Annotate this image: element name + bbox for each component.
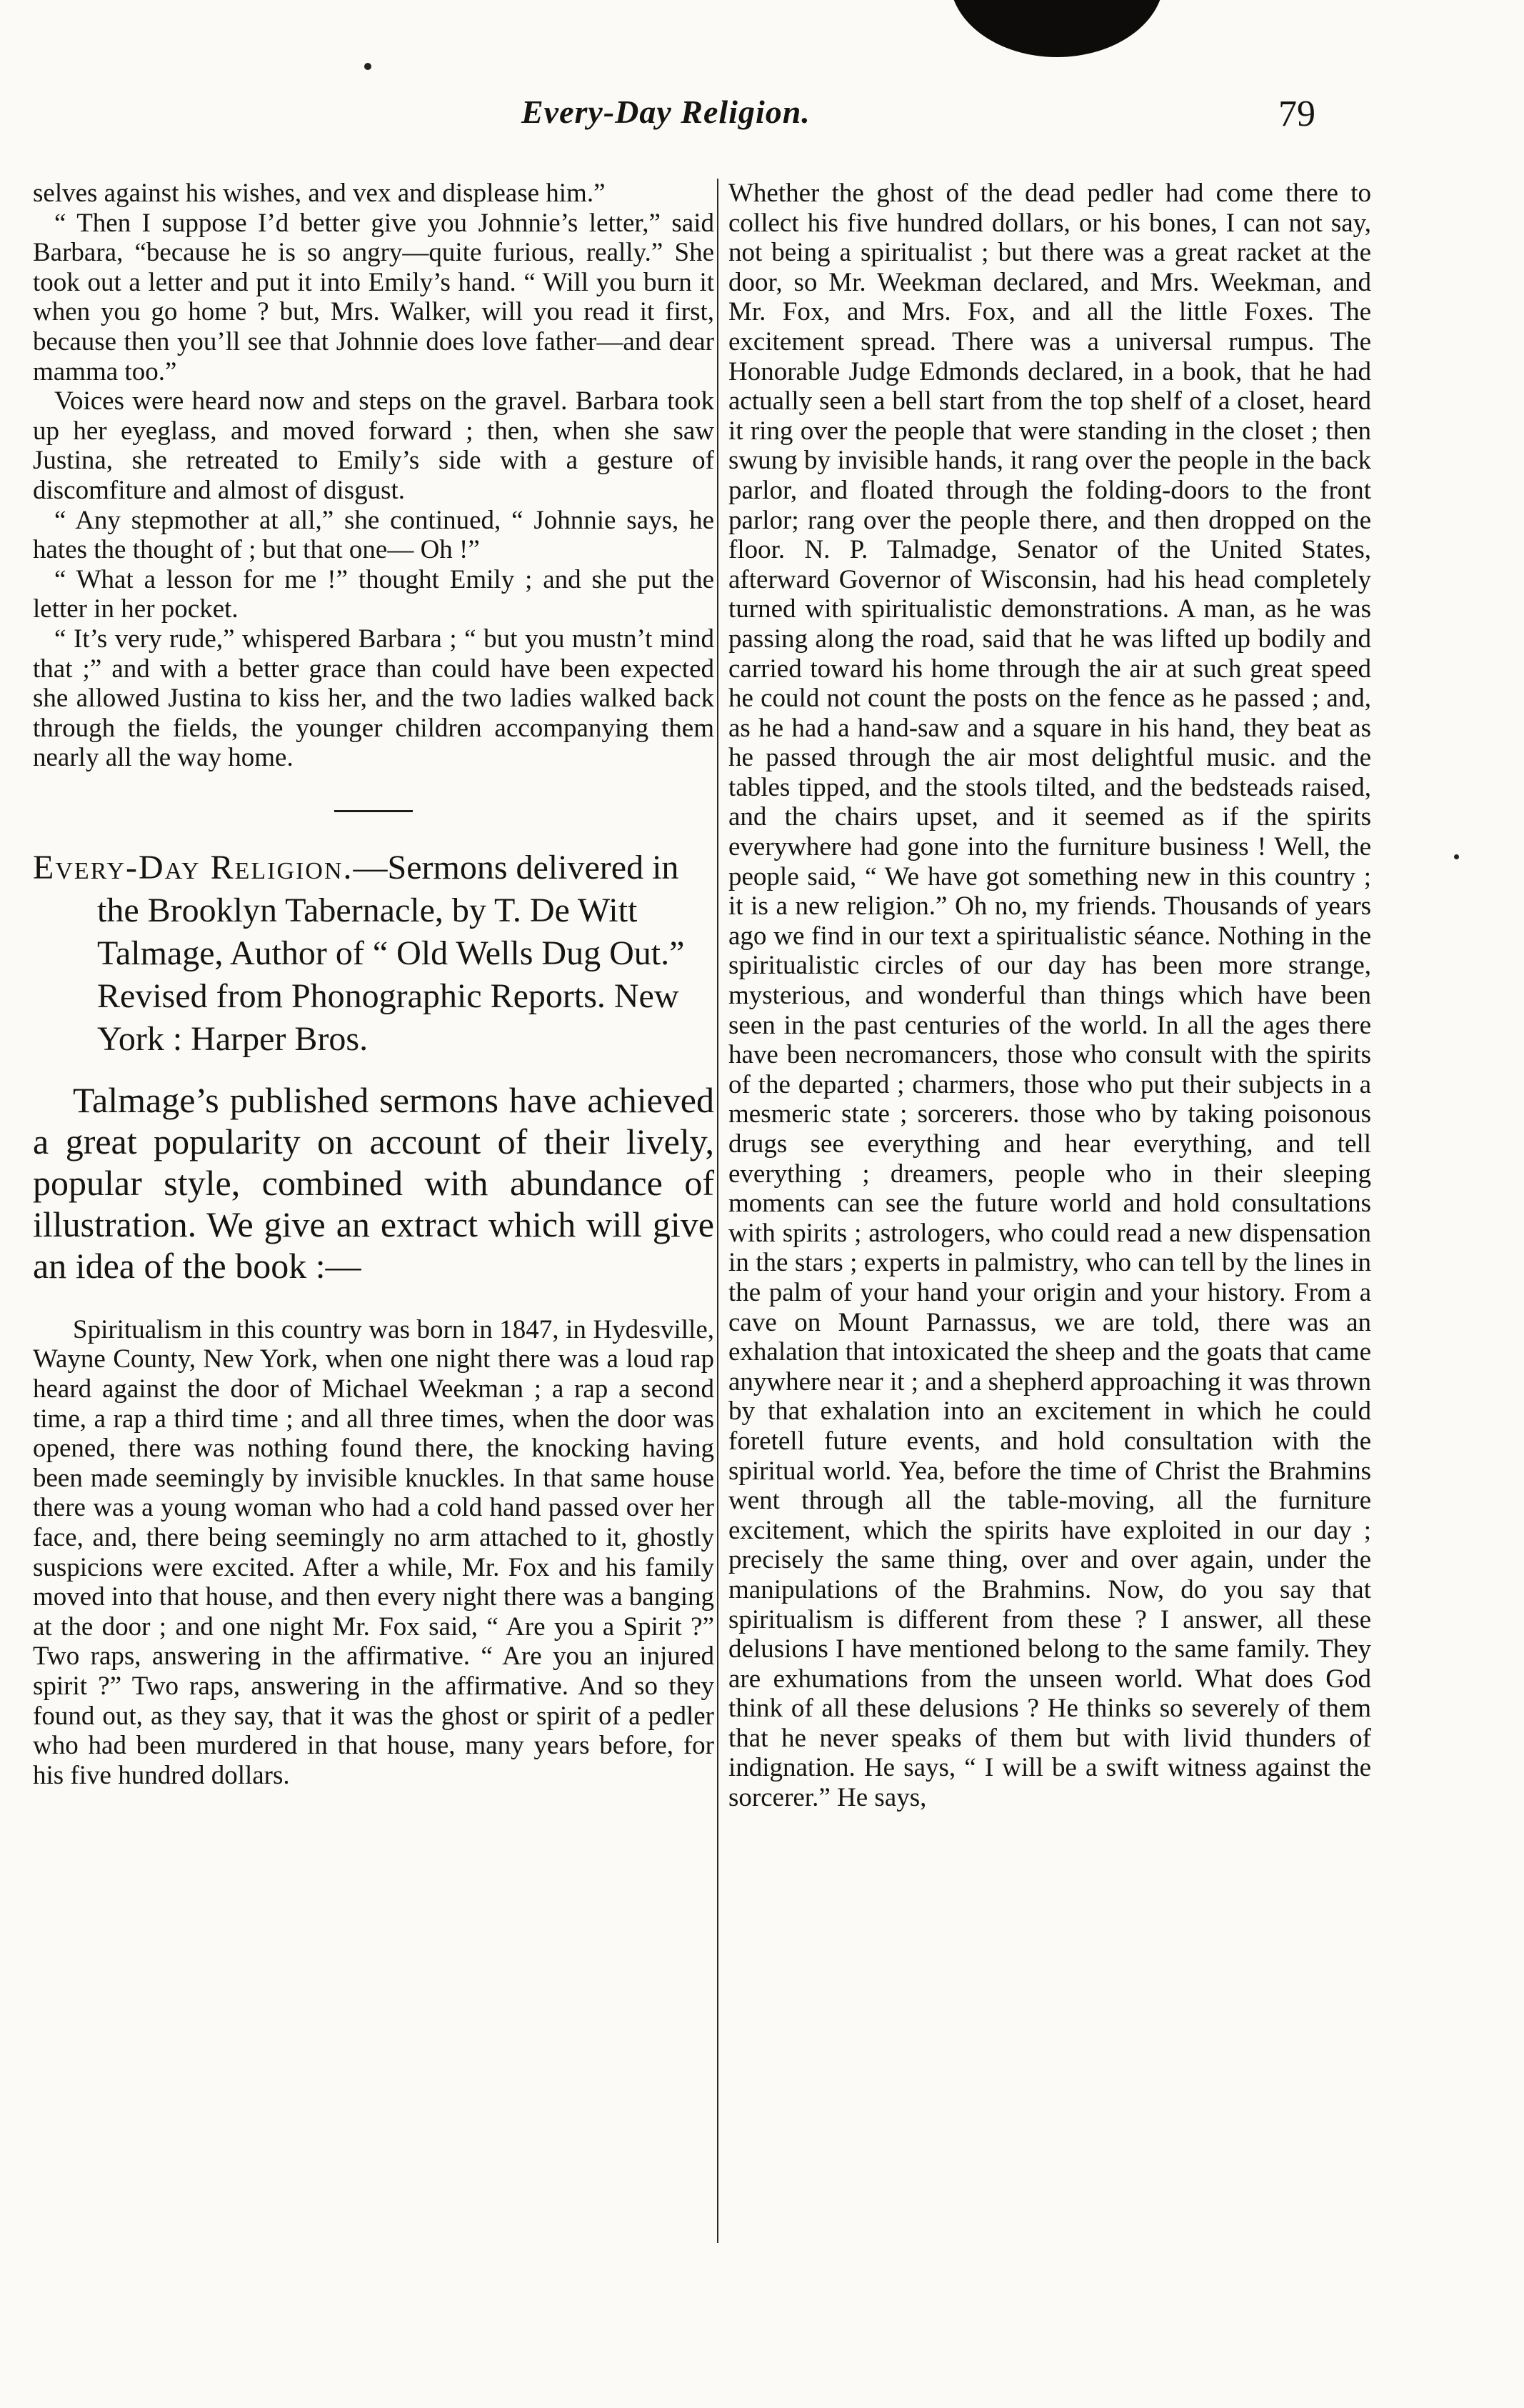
review-citation: —Sermons delivered in the Brooklyn Tabernacle, by T. De Witt Talmage, Author of “ Old Wells Dug Out.” Revised from Phonographic Reports. New York : Harper Bros. xyxy=(97,848,685,1058)
review-heading xyxy=(33,846,714,1061)
review-body: Talmage’s published sermons have achieved a great popularity on account of their lively, popular style, combined with abundance of illustration. We give an extract which will give an idea of the book :— xyxy=(33,1079,714,1286)
paragraph: Voices were heard now and steps on the gravel. Barbara took up her eyeglass, and moved forward ; then, when she saw Justina, she retreated to Emily’s side with a gesture of discomfiture and almost of disgust. xyxy=(33,386,714,505)
paragraph: “ What a lesson for me !” thought Emily ; and she put the letter in her pocket. xyxy=(33,564,714,624)
extract-paragraph: Spiritualism in this country was born in 1847, in Hydesville, Wayne County, New York, when one night there was a loud rap heard against the door of Michael Weekman ; a rap a second time, a rap a third time ; and all three times, when the door was opened, there was nothing found there, the knocking having been made seemingly by invisible knuckles. In that same house there was a young woman who had a cold hand passed over her face, and, there being seemingly no arm attached to it, ghostly suspicions were excited. After a while, Mr. Fox and his family moved into that house, and then every night there was a banging at the door ; and one night Mr. Fox said, “ Are you a Spirit ?” Two raps, answering in the affirmative. “ Are you an injured spirit ?” Two raps, answering in the affirmative. And so they found out, as they say, that it was the ghost or spirit of a pedler who had been murdered in that house, many years before, for his five hundred dollars. xyxy=(33,1314,714,1790)
page-header xyxy=(0,93,1524,150)
ink-speck xyxy=(364,63,371,70)
left-column xyxy=(33,179,714,1790)
right-column xyxy=(728,179,1371,1813)
page-number: 79 xyxy=(1278,94,1315,134)
review-title: Every-Day Religion. xyxy=(33,848,354,886)
extract-continuation: Whether the ghost of the dead pedler had come there to collect his five hundred dollars, or his bones, I can not say, not being a spiritualist ; but there was a great racket at the door, so Mr. Weekman declared, and Mrs. Weekman, and Mr. Fox, and Mrs. Fox, and all the little Foxes. The excitement spread. There was a universal rumpus. The Honorable Judge Edmonds declared, in a book, that he had actually seen a bell start from the top shelf of a closet, heard it ring over the people that were standing in the closet ; then swung by invisible hands, it rang over the people in the back parlor, and floated through the folding-doors to the front parlor; rang over the people there, and then dropped on the floor. N. P. Talmadge, Senator of the United States, afterward Governor of Wisconsin, had his head completely turned with spiritualistic demonstrations. A man, as he was passing along the road, said that he was lifted up bodily and carried toward his home through the air at such great speed he could not count the posts on the fence as he passed ; and, as he had a hand-saw and a square in his hand, they beat as he passed through the air most delightful music. and the tables tipped, and the stools tilted, and the bedsteads raised, and the chairs upset, and it seemed as if the spirits everywhere had gone into the furniture business ! Well, the people said, “ We have got something new in this country ; it is a new religion.” Oh no, my friends. Thousands of years ago we find in our text a spiritualistic séance. Nothing in the spiritualistic circles of our day has been more strange, mysterious, and wonderful than things which have been seen in the past centuries of the world. In all the ages there have been necromancers, those who consult with the spirits of the departed ; charmers, those who put their subjects in a mesmeric state ; sorcerers. those who by taking poisonous drugs see everything and hear everything, and tell everything ; dreamers, people who in their sleeping moments can see the future world and hold consultations with spirits ; astrologers, who could read a new dispensation in the stars ; experts in palmistry, who can tell by the lines in the palm of your hand your origin and your history. From a cave on Mount Parnassus, we are told, there was an exhalation that intoxicated the sheep and the goats that came anywhere near it ; and a shepherd approaching it was thrown by that exhalation into an excitement in which he could foretell future events, and hold consultation with the spiritual world. Yea, before the time of Christ the Brahmins went through all the table-moving, all the furniture excitement, which the spirits have exploited in our day ; precisely the same thing, over and over again, under the manipulations of the Brahmins. Now, do you say that spiritualism is different from these ? I answer, all these delusions I have mentioned belong to the same family. They are exhumations from the unseen world. What does God think of all these delusions ? He thinks so severely of them that he never speaks of them but with livid thunders of indignation. He says, “ I will be a swift witness against the sorcerer.” He says, xyxy=(728,179,1372,1813)
paragraph: “ Any stepmother at all,” she continued, “ Johnnie says, he hates the thought of ; but that one— Oh !” xyxy=(33,505,714,565)
section-separator xyxy=(334,810,413,812)
paragraph: “ It’s very rude,” whispered Barbara ; “ but you mustn’t mind that ;” and with a better grace than could have been expected she allowed Justina to kiss her, and the two ladies walked back through the fields, the younger children accompanying them nearly all the way home. xyxy=(33,624,714,773)
running-title: Every-Day Religion. xyxy=(521,94,811,130)
paragraph: “ Then I suppose I’d better give you Johnnie’s letter,” said Barbara, “because he is so angry—quite furious, really.” She took out a letter and put it into Emily’s hand. “ Will you burn it when you go home ? but, Mrs. Walker, will you read it first, because then you’ll see that Johnnie does love father—and dear mamma too.” xyxy=(33,208,714,386)
paragraph: selves against his wishes, and vex and displease him.” xyxy=(33,179,606,208)
ink-blot xyxy=(950,0,1164,57)
column-divider xyxy=(717,179,718,2243)
ink-speck xyxy=(1454,854,1459,859)
